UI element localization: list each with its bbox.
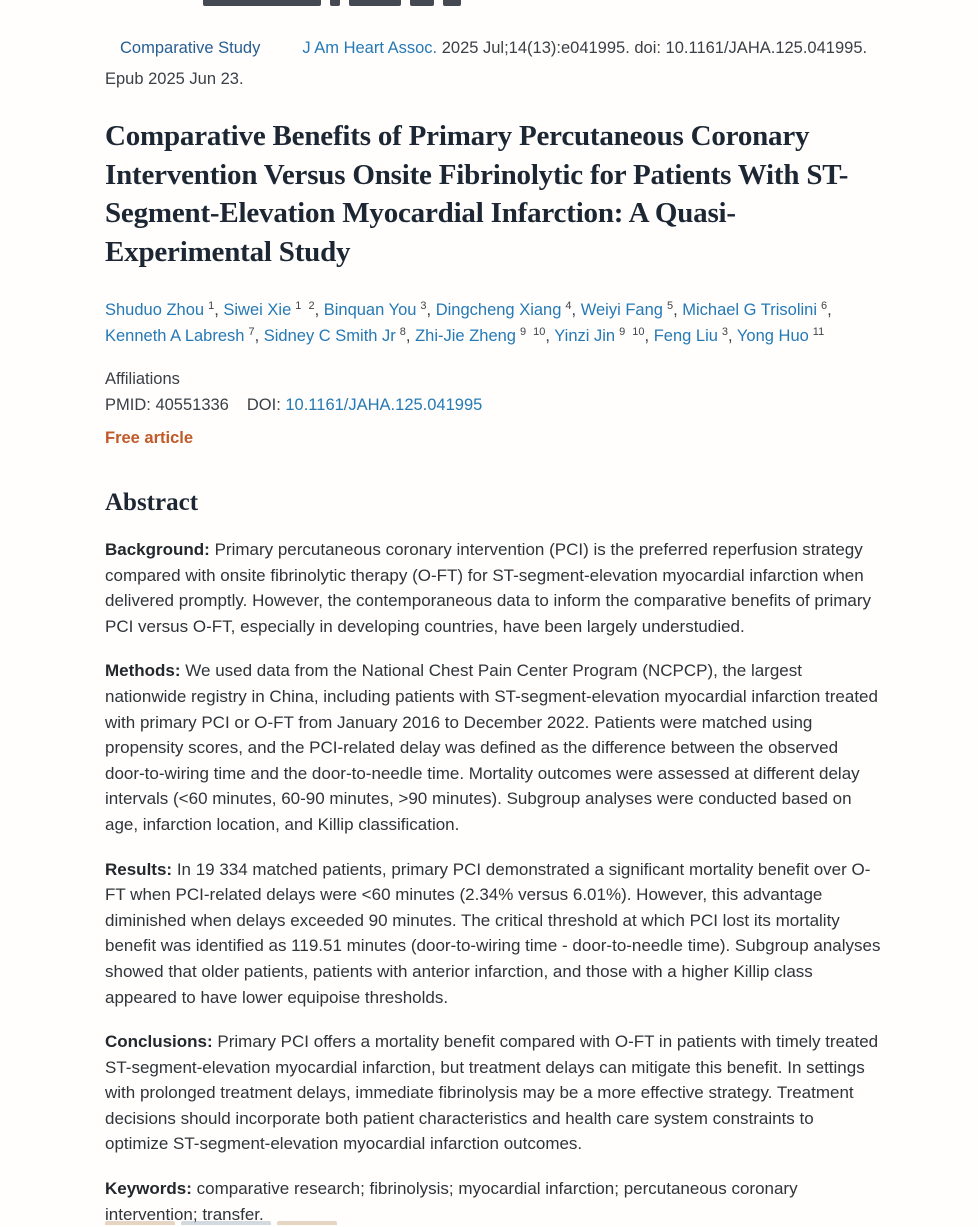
abstract-section-label: Conclusions:	[105, 1032, 213, 1052]
author-link[interactable]: Binquan You	[323, 301, 417, 319]
author-link[interactable]: Kenneth A Labresh	[105, 327, 245, 345]
author-separator: ,	[314, 301, 324, 319]
author-separator: ,	[673, 301, 683, 319]
author-affiliation-sup: 9 10	[619, 325, 645, 338]
author-separator: ,	[254, 327, 264, 345]
abstract-section-conclusions	[105, 1029, 881, 1157]
author-link[interactable]: Sidney C Smith Jr	[263, 327, 396, 345]
author-separator: ,	[426, 301, 436, 319]
author-separator: ,	[545, 327, 555, 345]
author-affiliation-sup: 3	[721, 325, 729, 338]
abstract-section-label: Background:	[105, 540, 210, 559]
abstract-section-label: Keywords:	[105, 1179, 192, 1199]
pmid-label: PMID:	[105, 396, 151, 414]
author-separator: ,	[214, 301, 224, 319]
abstract-section-text: We used data from the National Chest Pain Center Program (NCPCP), the largest nationwide registry in China, including patients with ST-segment-elevation myocardial infarction treated with primary PCI or O-FT from January 2016 to December 2022. Patients were matched using propensity scores, and the PCI-related delay was defined as the difference between the observed door-to-wiring time and the door-to-needle time. Mortality outcomes were assessed at different delay intervals (<60 minutes, 60-90 minutes, >90 minutes). Subgroup analyses were conducted based on age, infarction location, and Killip classification.	[105, 661, 878, 834]
abstract-sections	[105, 537, 881, 1227]
author-affiliation-sup: 1	[208, 299, 215, 312]
authors-list	[105, 297, 881, 349]
abstract-section-label: Results:	[105, 859, 173, 879]
author-link[interactable]: Michael G Trisolini	[682, 301, 818, 319]
author-separator: ,	[728, 327, 737, 345]
abstract-section-background	[105, 537, 881, 639]
author-separator: ,	[827, 301, 832, 319]
abstract-section-text: comparative research; fibrinolysis; myocardial infarction; percutaneous coronary intervention; transfer.	[105, 1179, 798, 1224]
journal-link[interactable]: J Am Heart Assoc.	[302, 39, 438, 57]
citation-bar	[105, 33, 881, 95]
publication-type-label: Comparative Study	[120, 39, 261, 57]
doi-label: DOI:	[246, 396, 281, 414]
free-article-badge: Free article	[105, 429, 194, 447]
abstract-section-results	[105, 857, 881, 1011]
author-affiliation-sup: 9 10	[519, 325, 546, 338]
author-affiliation-sup: 11	[812, 325, 825, 338]
author-affiliation-sup: 1 2	[295, 299, 315, 312]
affiliations-toggle[interactable]: Affiliations	[105, 370, 180, 388]
pmid-value: 40551336	[155, 396, 229, 414]
author-link[interactable]: Shuduo Zhou	[105, 301, 205, 319]
author-separator: ,	[405, 327, 416, 345]
epub-date: Epub 2025 Jun 23.	[105, 70, 244, 88]
article-abstract-page	[105, 0, 881, 1227]
author-link[interactable]: Yong Huo	[736, 327, 809, 345]
author-affiliation-sup: 6	[821, 299, 828, 312]
abstract-section-label: Methods:	[105, 661, 181, 681]
author-affiliation-sup: 5	[666, 299, 674, 312]
author-affiliation-sup: 7	[248, 325, 255, 338]
doi-link[interactable]: 10.1161/JAHA.125.041995	[285, 396, 483, 414]
author-separator: ,	[644, 327, 654, 345]
identifiers-line	[105, 392, 881, 418]
abstract-section-text: In 19 334 matched patients, primary PCI demonstrated a significant mortality benefit over O-FT when PCI-related delays were <60 minutes (2.34% versus 6.01%). However, this advantage diminished when delays exceeded 90 minutes. The critical threshold at which PCI lost its mortality benefit was identified as 119.51 minutes (door-to-wiring time - door-to-needle time). Subgroup analyses showed that older patients, patients with anterior infarction, and those with a higher Killip class appeared to have lower equipoise thresholds.	[105, 859, 881, 1007]
abstract-section-text: Primary PCI offers a mortality benefit compared with O-FT in patients with timely treated ST-segment-elevation myocardial infarction, but treatment delays can mitigate this benefit. In settings with prolonged treatment delays, immediate fibrinolysis may be a more effective strategy. Treatment decisions should incorporate both patient characteristics and health care system constraints to optimize ST-segment-elevation myocardial infarction outcomes.	[105, 1032, 879, 1154]
author-link[interactable]: Weiyi Fang	[580, 301, 663, 319]
cutoff-bottom-fragment	[105, 1218, 405, 1225]
author-link[interactable]: Siwei Xie	[223, 301, 292, 319]
abstract-heading: Abstract	[105, 489, 199, 516]
author-link[interactable]: Yinzi Jin	[554, 327, 616, 345]
author-affiliation-sup: 8	[399, 325, 406, 338]
abstract-section-methods	[105, 658, 881, 837]
article-title: Comparative Benefits of Primary Percutaneous Coronary Intervention Versus Onsite Fibrinolytic for Patients With ST-Segment-Elevation Myocardial Infarction: A Quasi-Experimental Study	[105, 120, 849, 268]
author-affiliation-sup: 4	[565, 299, 572, 312]
author-link[interactable]: Zhi-Jie Zheng	[415, 327, 516, 345]
author-link[interactable]: Feng Liu	[653, 327, 718, 345]
author-affiliation-sup: 3	[420, 299, 427, 312]
abstract-section-text: Primary percutaneous coronary intervention (PCI) is the preferred reperfusion strategy compared with onsite fibrinolytic therapy (O-FT) for ST-segment-elevation myocardial infarction when delivered promptly. However, the contemporaneous data to inform the comparative benefits of primary PCI versus O-FT, especially in developing countries, have been largely understudied.	[105, 540, 872, 636]
author-link[interactable]: Dingcheng Xiang	[435, 301, 562, 319]
author-separator: ,	[571, 301, 581, 319]
citation-detail: 2025 Jul;14(13):e041995. doi: 10.1161/JAHA.125.041995.	[441, 39, 868, 57]
